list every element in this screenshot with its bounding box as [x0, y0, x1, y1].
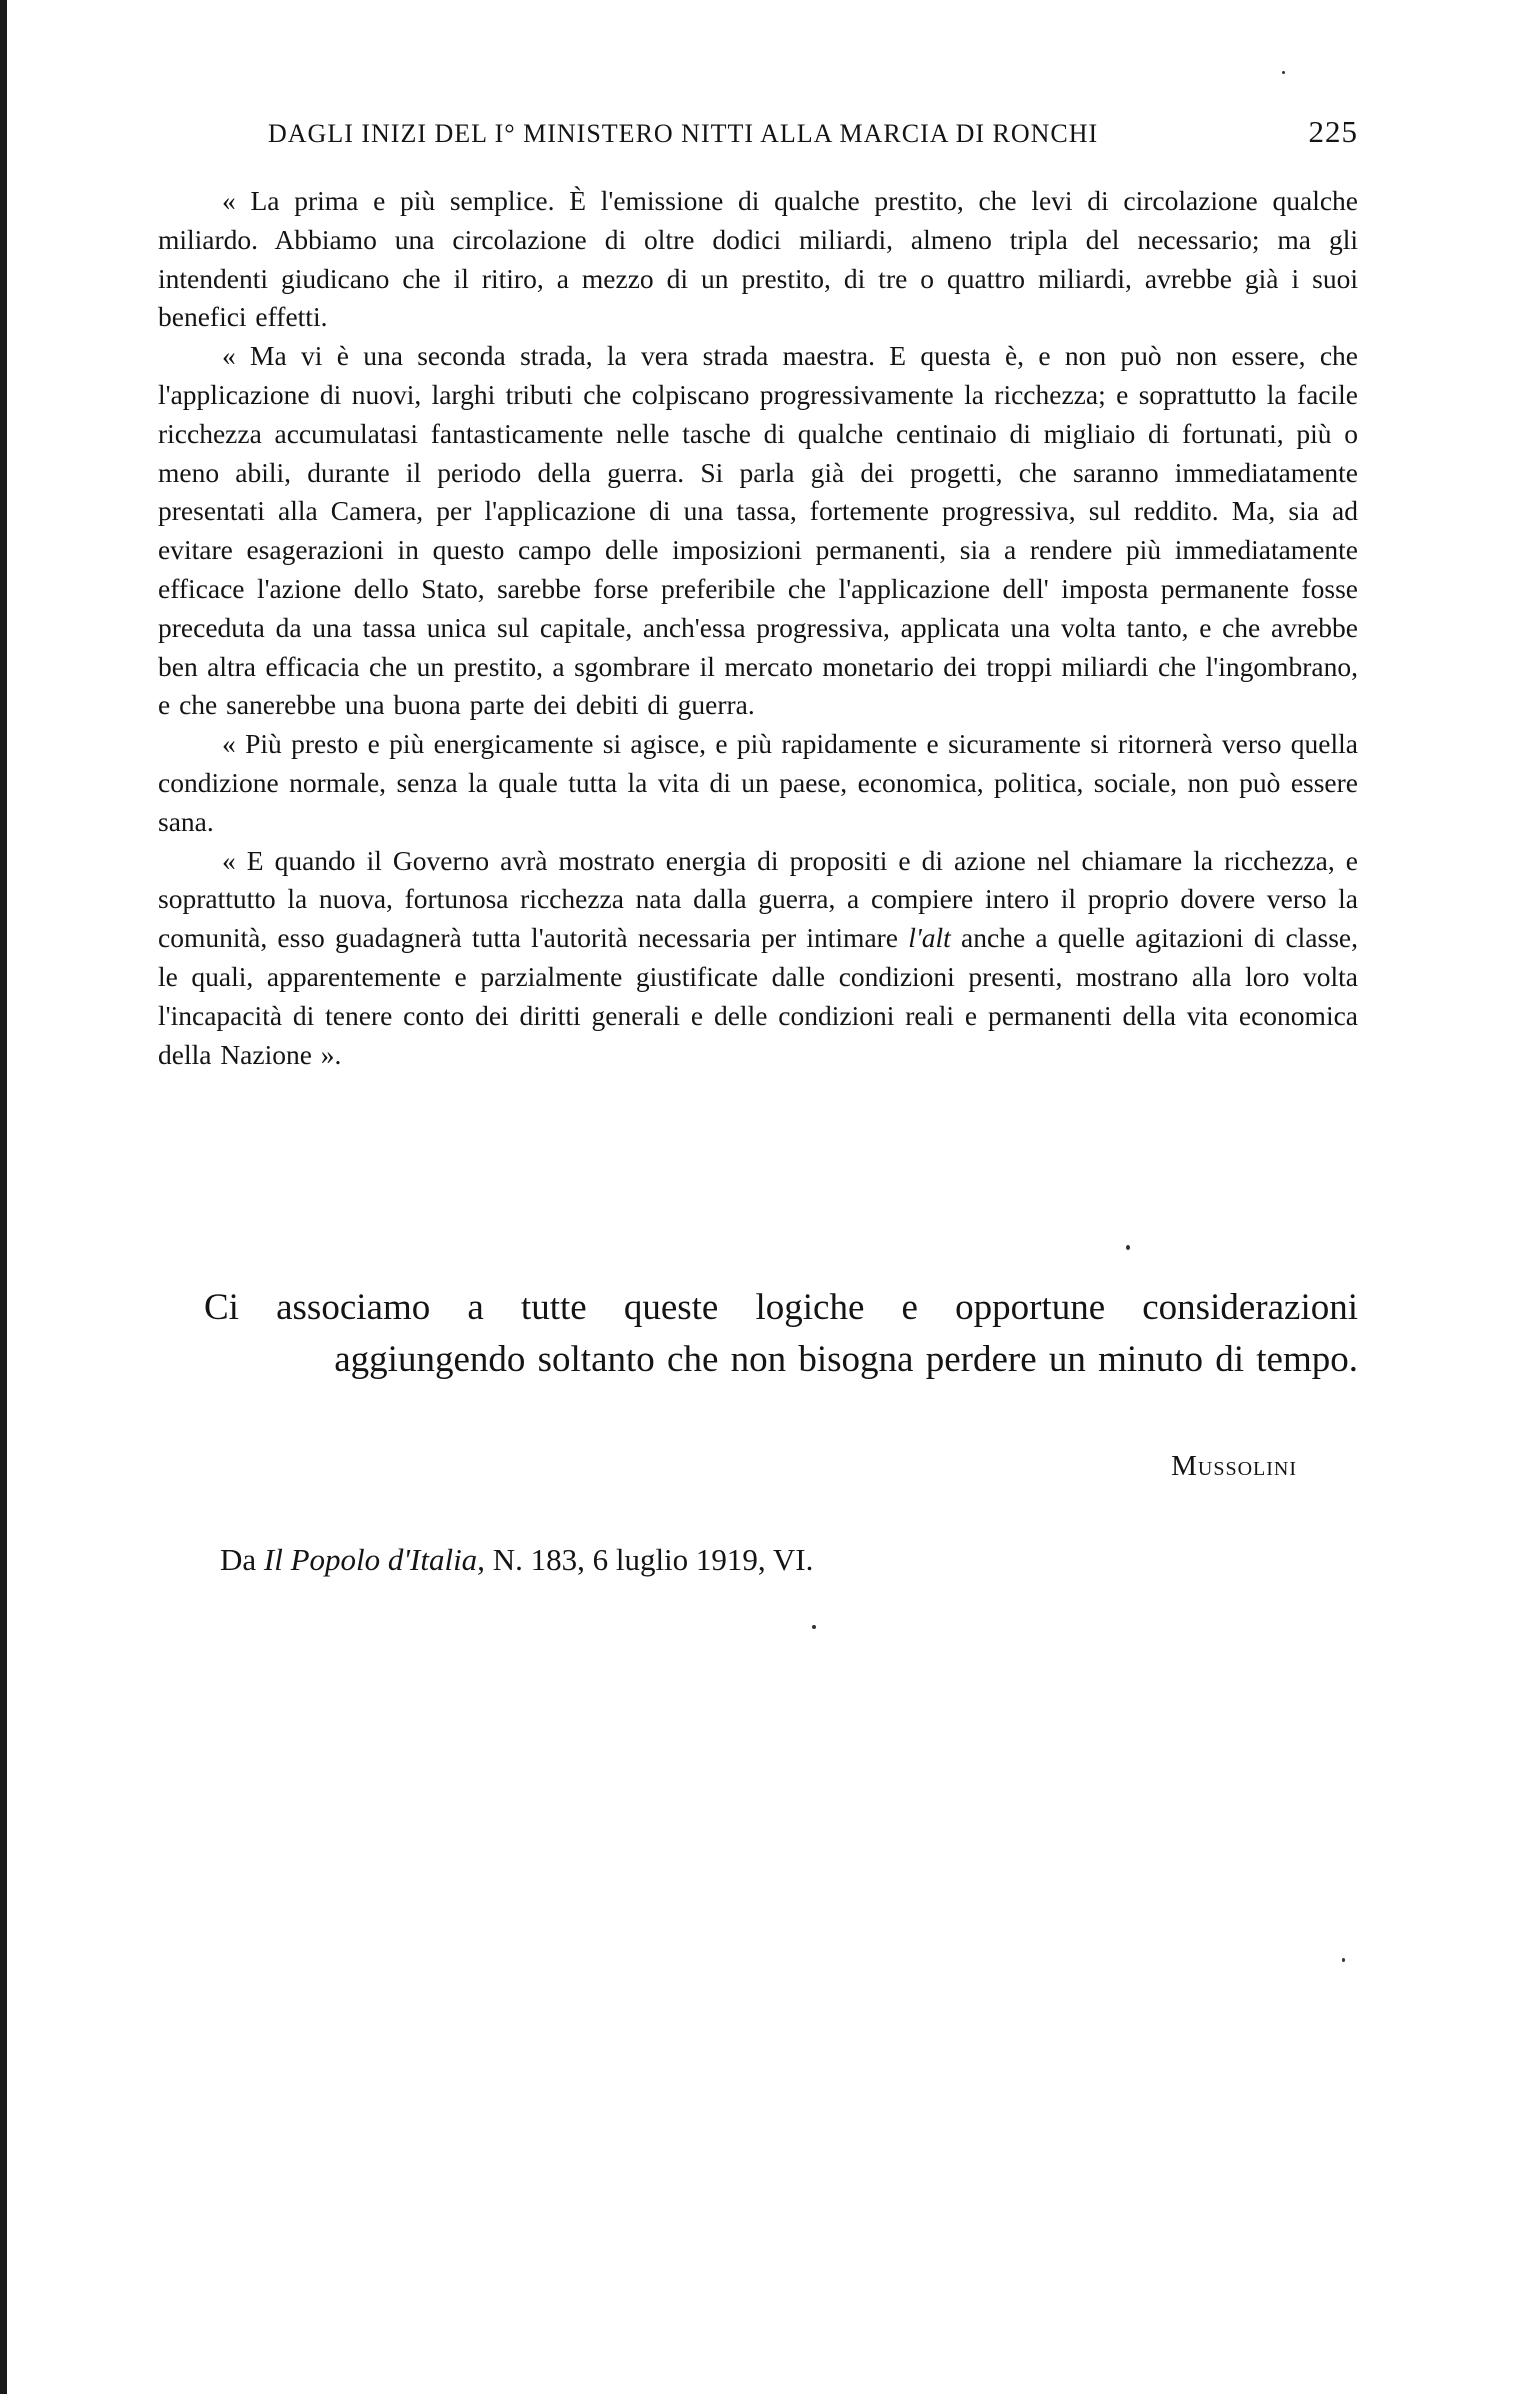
author-signature: Mussolini [1171, 1450, 1297, 1482]
closing-paragraph: Ci associamo a tutte queste logiche e opportune considerazioni aggiungendo soltanto che non bisogna perdere un minuto di tempo. [204, 1287, 1358, 1380]
quoted-article-body [158, 182, 1358, 1074]
running-header [268, 114, 1358, 150]
scan-speck [1126, 1245, 1130, 1250]
scan-edge-rule [0, 0, 7, 2394]
paragraph: « Più presto e più energicamente si agisce, e più rapidamente e sicuramente si ritornerà verso quella condizione normale, senza la quale tutta la vita di un paese, economica, politica, sociale, non può essere sana. [158, 728, 1358, 837]
paragraph-last [158, 842, 1358, 1075]
running-title: DAGLI INIZI DEL I° MINISTERO NITTI ALLA MARCIA DI RONCHI [268, 119, 1099, 148]
paragraph: « Ma vi è una seconda strada, la vera strada maestra. E questa è, e non può non essere, che l'applicazione di nuovi, larghi tributi che colpiscano progressivamente la ricchezza; e soprattutto la facile ricchezza accumulatasi fantasticamente nelle tasche di qualche centinaio di migliaio di fortunati, più o meno abili, durante il periodo della guerra. Si parla già dei progetti, che saranno immediatamente presentati alla Camera, per l'applicazione di una tassa, fortemente progressiva, sul reddito. Ma, sia ad evitare esagerazioni in questo campo delle imposizioni permanenti, sia a rendere più immediatamente efficace l'azione dello Stato, sarebbe forse preferibile che l'applicazione dell' imposta permanente fosse preceduta da una tassa unica sul capitale, anch'essa progressiva, applicata una volta tanto, e che avrebbe ben altra efficacia che un prestito, a sgombrare il mercato monetario dei troppi miliardi che l'ingombrano, e che sanerebbe una buona parte dei debiti di guerra. [158, 340, 1358, 721]
scan-speck [812, 1625, 816, 1629]
source-prefix: Da [220, 1542, 264, 1577]
publication-title: Il Popolo d'Italia, [263, 1542, 485, 1577]
paragraph-text: « E quando il Governo avrà mostrato energia di propositi e di azione nel chiamare la ricchezza, e soprattutto la nuova, fortunosa ricchezza nata dalla guerra, a compiere intero il proprio dovere verso la comunità, esso guadagnerà tutta l'autorità necessaria per intimare [158, 844, 1358, 954]
source-details: N. 183, 6 luglio 1919, VI. [484, 1542, 814, 1577]
paragraph: « La prima e più semplice. È l'emissione di qualche prestito, che levi di circolazione qualche miliardo. Abbiamo una circolazione di oltre dodici miliardi, almeno tripla del necessario; ma gli intendenti giudicano che il ritiro, a mezzo di un prestito, di tre o quattro miliardi, avrebbe già i suoi benefici effetti. [158, 185, 1358, 333]
scan-speck [1282, 71, 1285, 74]
page-number: 225 [1308, 114, 1358, 149]
paragraph-text: anche a quelle agitazioni di classe, le quali, apparentemente e parzialmente giustificate dalle condizioni presenti, mostrano alla loro volta l'incapacità di tenere conto dei diritti generali e delle condizioni reali e permanenti della vita economica della Nazione ». [158, 922, 1358, 1070]
scan-speck [1342, 1958, 1345, 1962]
source-citation [220, 1542, 813, 1578]
closing-remarks [154, 1282, 1358, 1386]
italic-term: l'alt [908, 922, 951, 954]
